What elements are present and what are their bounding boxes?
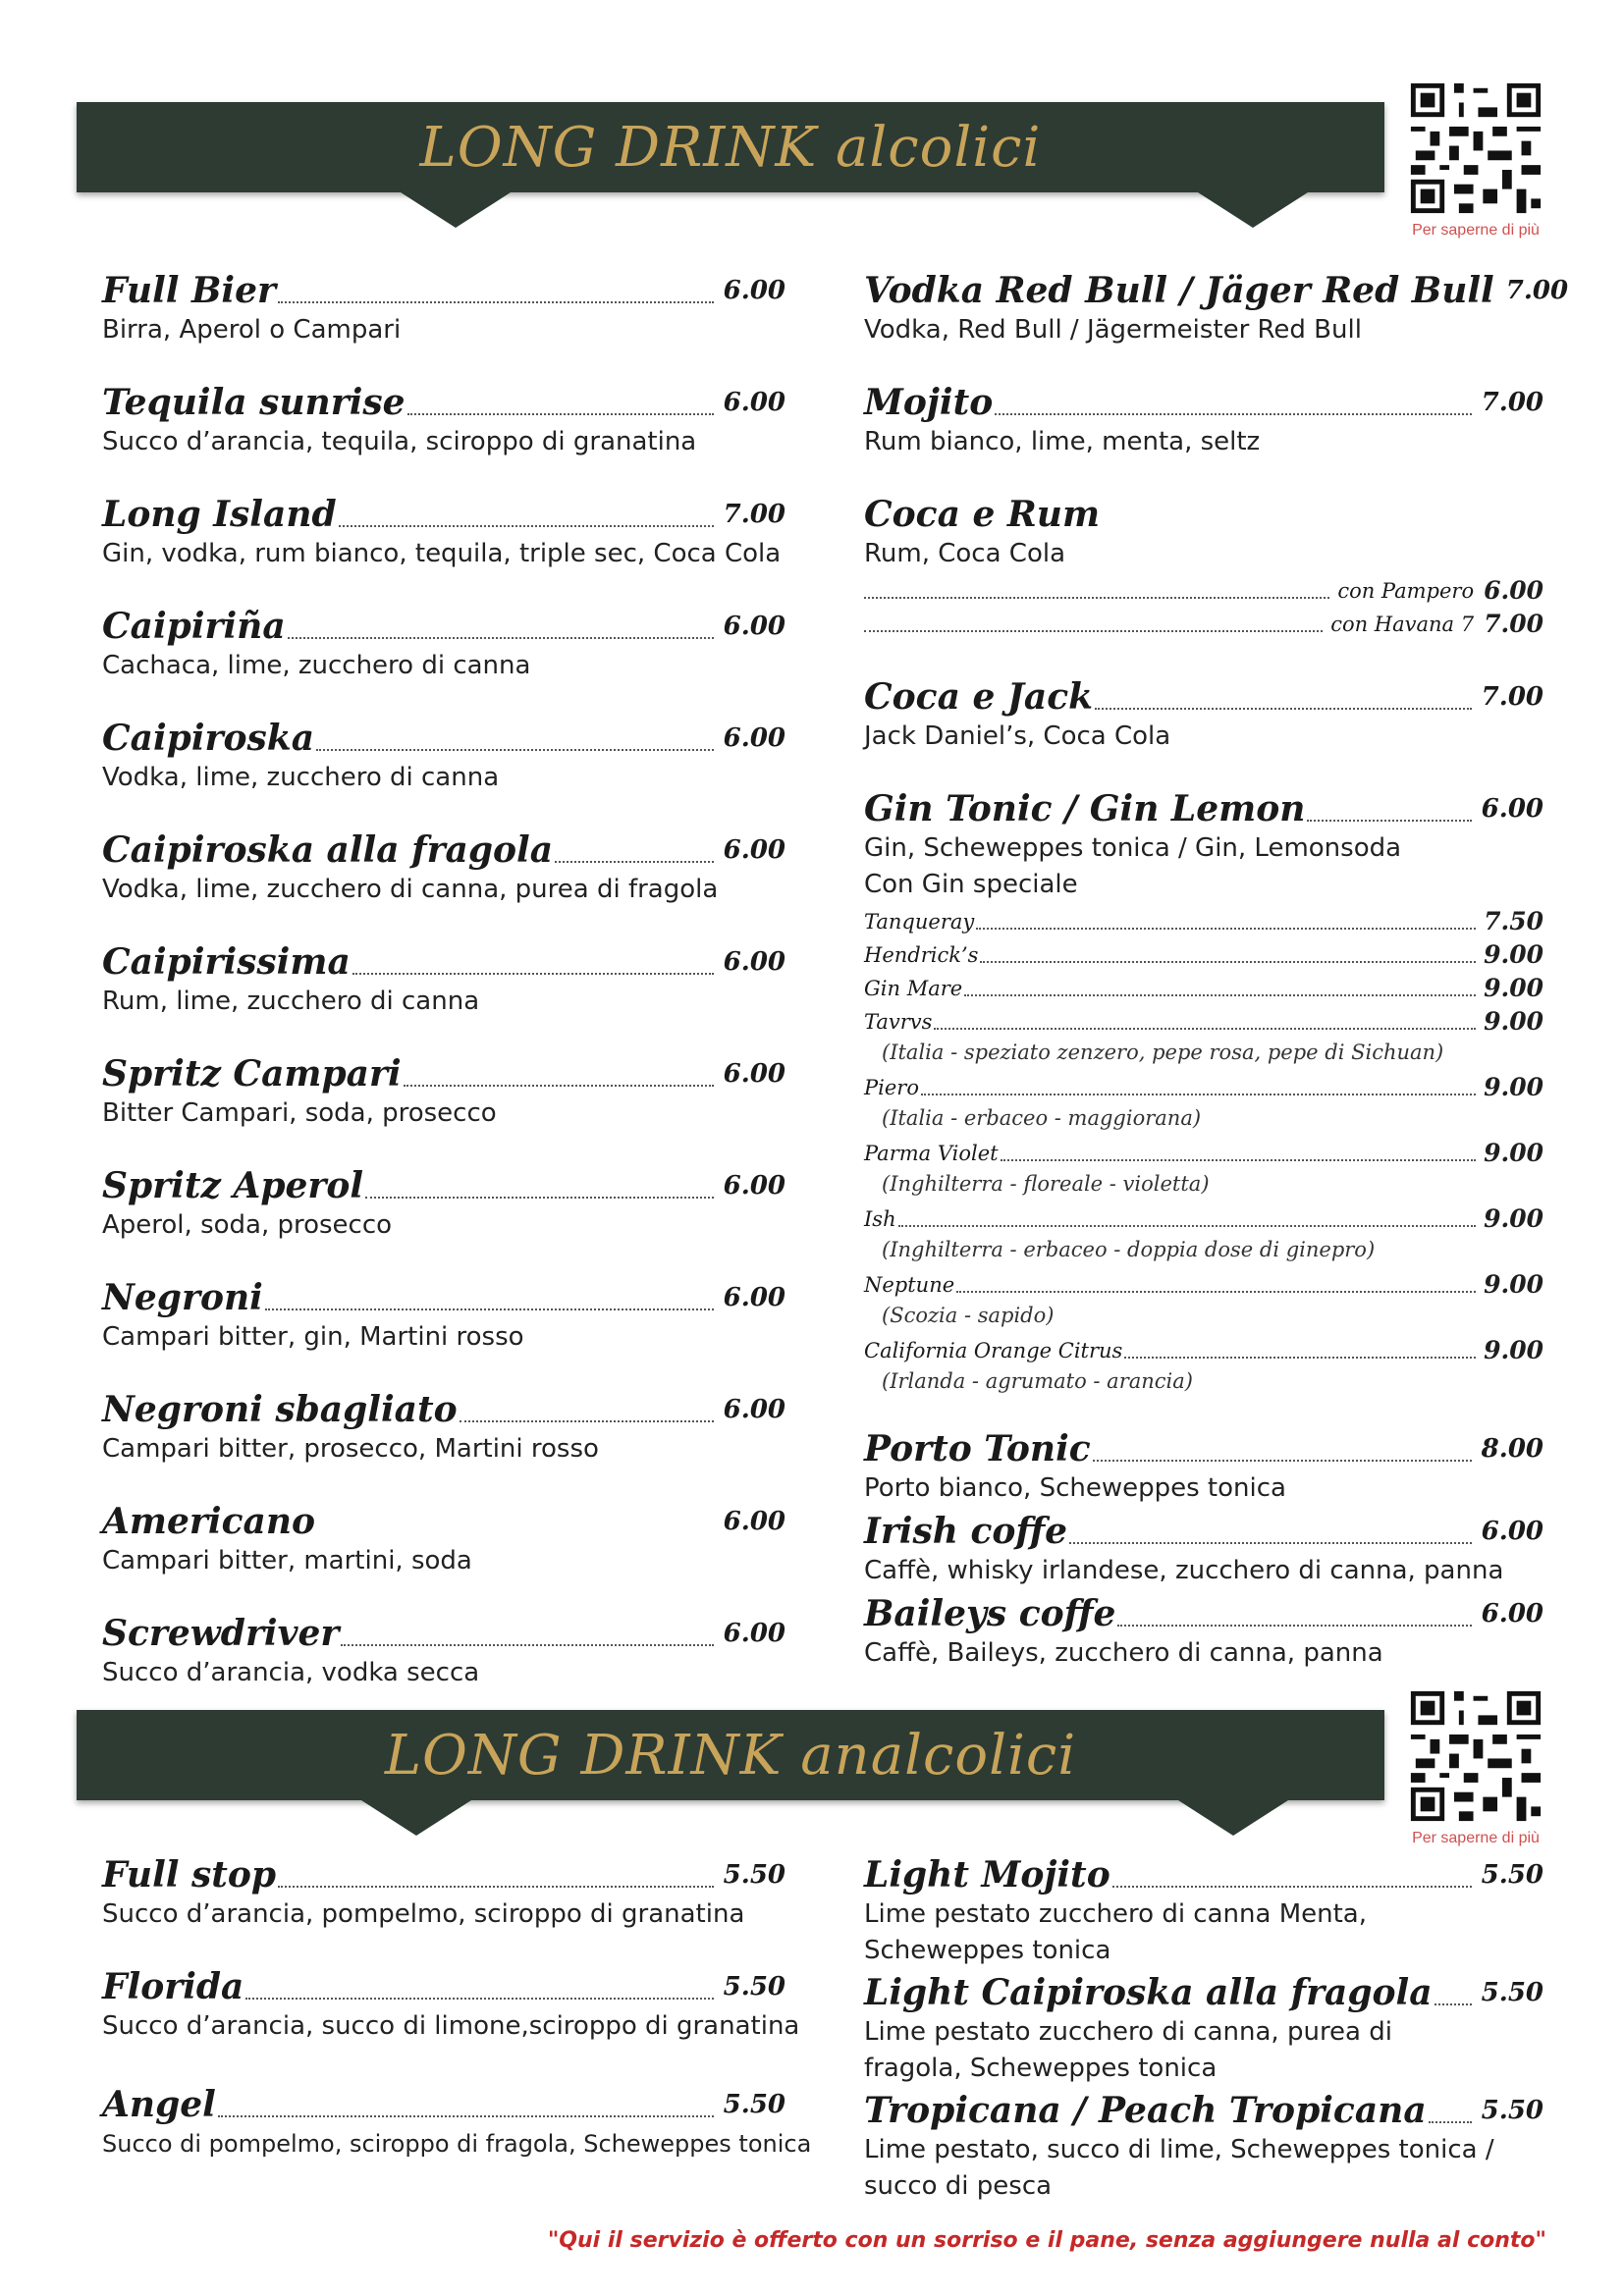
item-description: Campari bitter, martini, soda (102, 1546, 472, 1575)
leader-dots (288, 637, 714, 639)
leader-dots (404, 1085, 714, 1087)
item-description: Caffè, whisky irlandese, zucchero di canna, panna (864, 1556, 1504, 1585)
item-description: Succo d’arancia, vodka secca (102, 1658, 480, 1687)
gin-name: Ish (864, 1207, 896, 1231)
price-option-row (864, 572, 1543, 606)
qr-caption: Per saperne di più (1412, 1830, 1540, 1846)
item-description: Gin, Scheweppes tonica / Gin, Lemonsoda (864, 833, 1402, 863)
leader-dots (964, 994, 1476, 996)
item-name: Light Mojito (864, 1854, 1110, 1896)
item-description: Lime pestato, succo di lime, Scheweppes tonica / succo di pesca (864, 2135, 1494, 2201)
item-name: Light Caipiroska alla fragola (864, 1972, 1433, 2013)
menu-item (864, 1425, 1543, 1507)
leader-dots (864, 630, 1323, 632)
item-price: 6.00 (723, 276, 785, 305)
item-name: Mojito (864, 382, 994, 423)
item-description: Vodka, Red Bull / Jägermeister Red Bull (864, 315, 1362, 345)
gin-name: Gin Mare (864, 977, 963, 1000)
leader-dots (1001, 1159, 1477, 1161)
item-name: Caipiriña (102, 606, 286, 647)
gin-note: (Italia - erbaceo - maggiorana) (882, 1106, 1202, 1130)
section-banner-alcolici (77, 102, 1384, 192)
item-price: 6.00 (1481, 1599, 1543, 1629)
item-name: Porto Tonic (864, 1428, 1091, 1469)
item-name: Spritz Campari (102, 1053, 402, 1095)
gin-note: (Inghilterra - erbaceo - doppia dose di ginepro) (882, 1238, 1376, 1261)
item-description: Succo d’arancia, tequila, sciroppo di granatina (102, 427, 697, 456)
item-price: 6.00 (723, 1059, 785, 1089)
footer-note: "Qui il servizio è offerto con un sorriso e il pane, senza aggiungere nulla al conto" (547, 2228, 1546, 2253)
special-gin-row (864, 970, 1543, 1003)
leader-dots (1124, 1357, 1476, 1359)
qr-caption: Per saperne di più (1412, 222, 1540, 239)
leader-dots (339, 525, 714, 527)
special-gin-row (864, 1135, 1543, 1168)
special-gin-row (864, 1332, 1543, 1365)
item-price: 5.50 (1481, 1860, 1543, 1890)
gin-name: Neptune (864, 1273, 955, 1297)
item-price: 7.00 (723, 500, 785, 529)
item-name: Americano (102, 1501, 316, 1542)
gin-note: (Italia - speziato zenzero, pepe rosa, pepe di Sichuan) (882, 1041, 1444, 1064)
menu-item (864, 267, 1569, 348)
item-description: Campari bitter, prosecco, Martini rosso (102, 1434, 599, 1464)
gin-price: 9.00 (1484, 974, 1543, 1002)
qr-code-icon[interactable] (1406, 79, 1545, 218)
menu-item (102, 1162, 785, 1244)
special-gin-row (864, 1266, 1543, 1300)
gin-price: 9.00 (1484, 1139, 1543, 1167)
item-description: Rum, Coca Cola (864, 539, 1066, 568)
gin-name: Piero (864, 1076, 919, 1099)
leader-dots (555, 861, 714, 863)
menu-item (864, 1969, 1543, 2087)
leader-dots (1093, 1460, 1472, 1462)
item-price: 5.50 (723, 2090, 785, 2119)
menu-item (864, 379, 1543, 460)
banner-notch (401, 192, 511, 228)
gin-price: 9.00 (1484, 1007, 1543, 1036)
item-name: Full stop (102, 1854, 277, 1896)
item-description: Gin, vodka, rum bianco, tequila, triple sec, Coca Cola (102, 539, 782, 568)
item-price: 6.00 (723, 1395, 785, 1424)
leader-dots (218, 2115, 714, 2117)
item-name: Coca e Rum (864, 494, 1101, 535)
item-description: Aperol, soda, prosecco (102, 1210, 393, 1240)
leader-dots (956, 1291, 1476, 1293)
banner-notch (361, 1800, 471, 1836)
leader-dots (341, 1644, 713, 1646)
item-price: 8.00 (1481, 1434, 1543, 1464)
leader-dots (265, 1308, 714, 1310)
item-price: 6.00 (723, 835, 785, 865)
item-name: Long Island (102, 494, 337, 535)
banner-notch (1178, 1800, 1288, 1836)
special-gin-row (864, 936, 1543, 970)
menu-item (864, 1508, 1543, 1589)
item-name: Full Bier (102, 270, 276, 311)
leader-dots (245, 1998, 713, 2000)
leader-dots (1429, 2121, 1472, 2123)
item-name: Baileys coffe (864, 1593, 1116, 1634)
item-price: 5.50 (723, 1972, 785, 2002)
option-price: 6.00 (1484, 576, 1543, 605)
gin-price: 9.00 (1484, 1336, 1543, 1364)
leader-dots (864, 597, 1329, 599)
item-price: 5.50 (1481, 1978, 1543, 2007)
item-description: Rum, lime, zucchero di canna (102, 987, 480, 1016)
menu-item (102, 1050, 785, 1132)
leader-dots (898, 1225, 1477, 1227)
gin-name: Hendrick’s (864, 943, 979, 967)
menu-item (864, 1851, 1543, 1969)
menu-item (864, 491, 1543, 639)
item-description: Porto bianco, Scheweppes tonica (864, 1473, 1286, 1503)
item-description: Con Gin speciale (864, 870, 1078, 899)
menu-item (102, 715, 785, 796)
leader-dots (278, 301, 714, 303)
banner-notch (1198, 192, 1308, 228)
section-banner-analcolici (77, 1710, 1384, 1800)
item-description: Succo d’arancia, pompelmo, sciroppo di granatina (102, 1899, 745, 1929)
leader-dots (278, 1886, 714, 1888)
item-name: Screwdriver (102, 1613, 340, 1654)
section-title: LONG DRINK alcolici (419, 116, 1042, 180)
option-label: con Havana 7 (1330, 613, 1475, 636)
leader-dots (1112, 1886, 1472, 1888)
menu-item (102, 1386, 785, 1468)
special-gin-row (864, 1201, 1543, 1234)
menu-item (102, 1610, 785, 1691)
item-price: 6.00 (723, 1619, 785, 1648)
menu-item (102, 938, 785, 1020)
item-description: Jack Daniel’s, Coca Cola (864, 721, 1171, 751)
leader-dots (976, 928, 1476, 930)
leader-dots (407, 413, 714, 415)
leader-dots (995, 413, 1471, 415)
menu-item (864, 2087, 1543, 2205)
gin-name: Parma Violet (864, 1142, 999, 1165)
item-price: 6.00 (723, 1507, 785, 1536)
item-description: Bitter Campari, soda, prosecco (102, 1098, 497, 1128)
item-price: 6.00 (1481, 1517, 1543, 1546)
menu-item (864, 1590, 1543, 1672)
item-description: Campari bitter, gin, Martini rosso (102, 1322, 524, 1352)
item-price: 6.00 (723, 612, 785, 641)
gin-price: 7.50 (1484, 907, 1543, 935)
qr-code-icon[interactable] (1406, 1686, 1545, 1826)
item-name: Caipiroska (102, 718, 315, 759)
menu-item-gin (864, 785, 1543, 1398)
gin-note: (Irlanda - agrumato - arancia) (882, 1369, 1193, 1393)
leader-dots (1117, 1625, 1471, 1627)
leader-dots (352, 973, 714, 975)
menu-item (102, 1851, 785, 1933)
gin-note: (Scozia - sapido) (882, 1304, 1055, 1327)
gin-price: 9.00 (1484, 1270, 1543, 1299)
item-price: 6.00 (723, 1171, 785, 1201)
special-gin-row (864, 903, 1543, 936)
item-description: Succo di pompelmo, sciroppo di fragola, Scheweppes tonica (102, 2130, 812, 2158)
item-description: Lime pestato zucchero di canna, purea di fragola, Scheweppes tonica (864, 2017, 1392, 2083)
leader-dots (980, 961, 1476, 963)
leader-dots (1307, 820, 1471, 822)
item-price: 5.50 (1481, 2096, 1543, 2125)
special-gin-row (864, 1003, 1543, 1037)
menu-item (102, 1498, 785, 1579)
gin-note: (Inghilterra - floreale - violetta) (882, 1172, 1210, 1196)
item-name: Florida (102, 1966, 244, 2007)
item-description: Cachaca, lime, zucchero di canna (102, 651, 531, 680)
item-description: Vodka, lime, zucchero di canna, purea di fragola (102, 875, 719, 904)
price-option-row (864, 606, 1543, 639)
gin-price: 9.00 (1484, 1204, 1543, 1233)
leader-dots (1095, 708, 1472, 710)
leader-dots (316, 749, 714, 751)
item-name: Angel (102, 2084, 216, 2125)
leader-dots (921, 1094, 1476, 1095)
item-price: 6.00 (723, 947, 785, 977)
item-name: Gin Tonic / Gin Lemon (864, 788, 1306, 829)
menu-item (102, 1963, 800, 2045)
item-name: Vodka Red Bull / Jäger Red Bull (864, 270, 1494, 311)
gin-price: 9.00 (1484, 1073, 1543, 1101)
item-description: Birra, Aperol o Campari (102, 315, 402, 345)
menu-item (102, 1274, 785, 1356)
item-price: 7.00 (1481, 388, 1543, 417)
item-price: 6.00 (723, 1283, 785, 1312)
item-name: Spritz Aperol (102, 1165, 364, 1206)
leader-dots (934, 1028, 1476, 1030)
section-title: LONG DRINK analcolici (384, 1724, 1077, 1788)
item-name: Coca e Jack (864, 676, 1094, 718)
item-name: Negroni sbagliato (102, 1389, 458, 1430)
gin-name: Tanqueray (864, 910, 975, 934)
item-name: Tequila sunrise (102, 382, 406, 423)
gin-price: 9.00 (1484, 940, 1543, 969)
gin-name: California Orange Citrus (864, 1339, 1123, 1362)
leader-dots (460, 1420, 714, 1422)
item-price: 7.00 (1505, 276, 1569, 305)
menu-item (102, 379, 785, 460)
option-price: 7.00 (1484, 610, 1543, 638)
item-price: 6.00 (723, 723, 785, 753)
item-name: Caipirissima (102, 941, 351, 983)
menu-item (102, 267, 785, 348)
option-label: con Pampero (1337, 579, 1475, 603)
menu-item (102, 2081, 812, 2163)
item-description: Succo d’arancia, succo di limone,sciroppo di granatina (102, 2011, 800, 2041)
item-description: Caffè, Baileys, zucchero di canna, panna (864, 1638, 1383, 1668)
menu-item (864, 673, 1543, 755)
item-price: 5.50 (723, 1860, 785, 1890)
special-gin-row (864, 1069, 1543, 1102)
item-price: 6.00 (723, 388, 785, 417)
gin-name: Tavrvs (864, 1010, 933, 1034)
item-description: Vodka, lime, zucchero di canna (102, 763, 500, 792)
item-name: Negroni (102, 1277, 263, 1318)
menu-item (102, 491, 785, 572)
item-name: Irish coffe (864, 1511, 1068, 1552)
item-price: 6.00 (1481, 794, 1543, 824)
menu-item (102, 603, 785, 684)
leader-dots (1069, 1542, 1472, 1544)
leader-dots (1435, 2003, 1472, 2005)
item-description: Rum bianco, lime, menta, seltz (864, 427, 1261, 456)
item-name: Tropicana / Peach Tropicana (864, 2090, 1427, 2131)
item-price: 7.00 (1481, 682, 1543, 712)
leader-dots (365, 1197, 714, 1199)
special-gin-list (864, 903, 1543, 1398)
menu-item (102, 827, 785, 908)
item-name: Caipiroska alla fragola (102, 829, 554, 871)
item-description: Lime pestato zucchero di canna Menta, Scheweppes tonica (864, 1899, 1367, 1965)
